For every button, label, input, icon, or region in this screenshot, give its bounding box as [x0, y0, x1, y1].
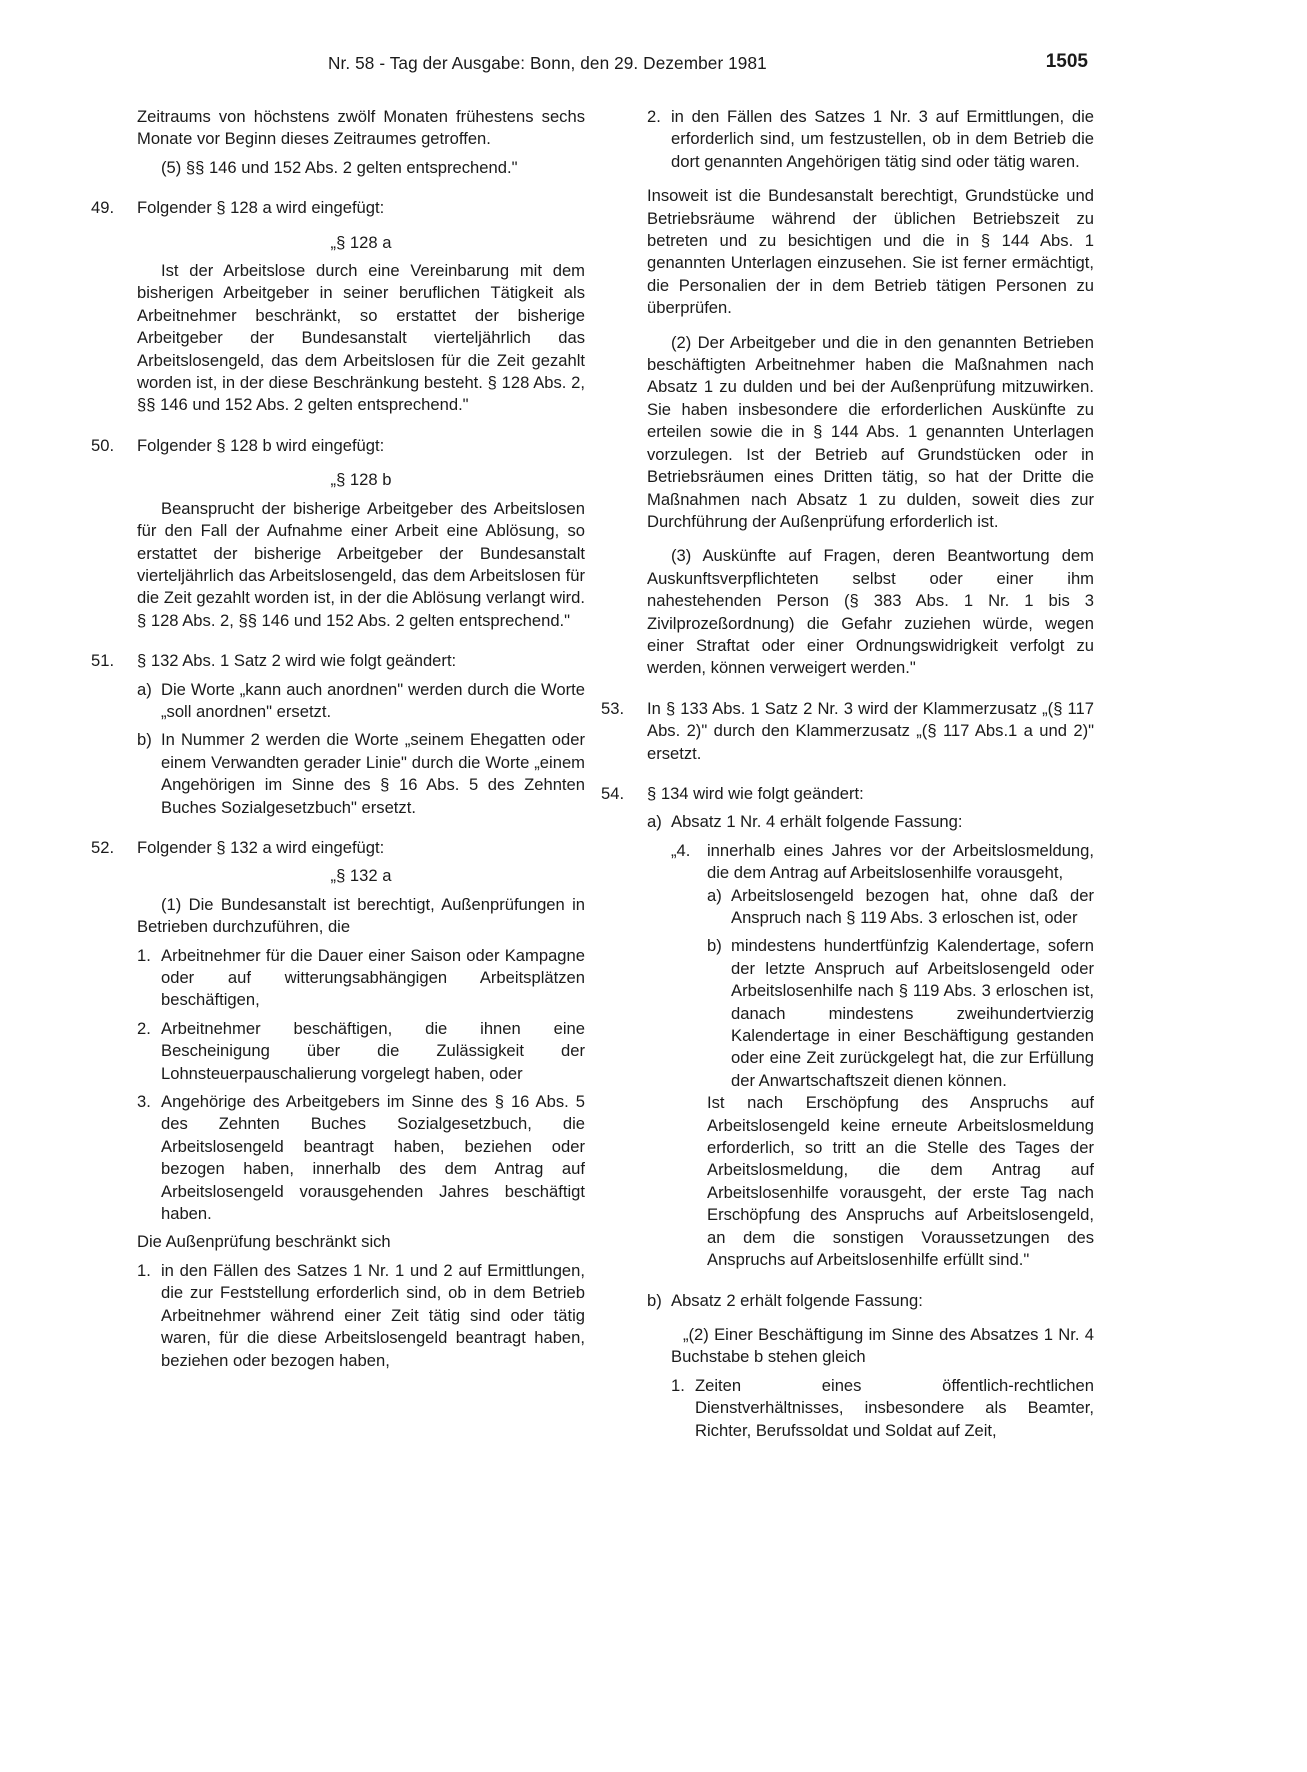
amendment-51	[91, 650, 585, 819]
item-text: § 132 Abs. 1 Satz 2 wird wie folgt geändert:	[137, 651, 457, 671]
amendment-52	[91, 837, 585, 1372]
item-label: 1.	[671, 1375, 685, 1395]
page-number: 1505	[1045, 51, 1088, 72]
section-text: Ist der Arbeitslose durch eine Vereinbarung mit dem bisherigen Arbeitgeber in seiner beruflichen Tätigkeit als Arbeitnehmer beschränkt, so erstattet der bisherige Arbeitgeber der Bundesanstalt vierteljährlich das Arbeitslosengeld, das dem Arbeitslosen für die Zeit gezahlt worden ist, in der diese Beschränkung besteht. § 128 Abs. 2, §§ 146 und 152 Abs. 2 gelten entsprechend."	[137, 261, 585, 415]
item-label: b)	[707, 936, 722, 956]
sub-text: Die Worte „kann auch anordnen" werden durch die Worte „soll anordnen" ersetzt.	[161, 679, 585, 721]
section-paragraph-1: (1) Die Bundesanstalt ist berechtigt, Außenprüfungen in Betrieben durchzuführen, die	[137, 894, 585, 937]
amendment-50	[91, 435, 585, 632]
item-label: 1.	[137, 1260, 151, 1280]
item-label: 2.	[137, 1018, 151, 1038]
item-body: Arbeitslosengeld bezogen hat, ohne daß der Anspruch nach § 119 Abs. 3 erloschen ist, oder	[731, 885, 1094, 927]
sub-text: In Nummer 2 werden die Worte „seinem Ehegatten oder einem Verwandten gerader Linie" durch die Worte „einem Angehörigen im Sinne des § 16 Abs. 5 des Zehnten Buches Sozialgesetzbuch" ersetzt.	[161, 730, 585, 817]
item-body: Angehörige des Arbeitgebers im Sinne des § 16 Abs. 5 des Zehnten Buches Sozialgesetzbuch, die Arbeitslosengeld beantragt haben, beziehen oder bezogen haben, innerhalb des dem Antrag auf Arbeitslosengeld vorausgehenden Jahres beschäftigt haben.	[161, 1092, 585, 1224]
item-body: innerhalb eines Jahres vor der Arbeitslosmeldung, die dem Antrag auf Arbeitslosenhilfe vorausgeht,	[707, 840, 1094, 883]
item-number: 52.	[91, 837, 115, 857]
sub-label: a)	[647, 812, 662, 832]
item-body: Zeiten eines öffentlich-rechtlichen Dienstverhältnisses, insbesondere als Beamter, Richter, Berufssoldat und Soldat auf Zeit,	[695, 1375, 1094, 1440]
paragraph-5: (5) §§ 146 und 152 Abs. 2 gelten entsprechend."	[161, 157, 518, 177]
left-column	[91, 106, 585, 1372]
amendment-54	[601, 783, 1094, 1442]
item-label: 3.	[137, 1092, 151, 1112]
limitation-intro: Die Außenprüfung beschränkt sich	[137, 1232, 391, 1252]
right-column	[601, 106, 1094, 1442]
item-body: in den Fällen des Satzes 1 Nr. 3 auf Ermittlungen, die erforderlich sind, um festzustellen, ob in dem Betrieb die dort genannten Angehörigen tätig sind oder tätig waren.	[671, 107, 1094, 171]
limitation-item-1	[137, 1260, 585, 1372]
item-body: Arbeitnehmer für die Dauer einer Saison oder Kampagne oder auf witterungsabhängigen Arbeitsplätzen beschäftigen,	[161, 945, 585, 1010]
absatz-2-item-1	[671, 1375, 1094, 1442]
numbered-item-2	[137, 1018, 585, 1085]
item-body: Arbeitnehmer beschäftigen, die ihnen eine Bescheinigung über die Zulässigkeit der Lohnsteuerpauschalierung vorgelegt haben, oder	[161, 1018, 585, 1083]
item-body: mindestens hundertfünfzig Kalendertage, sofern der letzte Anspruch auf Arbeitslosengeld oder Arbeitslosenhilfe nach § 119 Abs. 3 erloschen ist, danach mindestens zweihundertvierzig Kalendertage in einer Beschäftigung gestanden oder eine Zeit zurückgelegt hat, die zur Erfüllung der Anwartschaftszeit dienen können.	[731, 936, 1094, 1090]
quoted-item	[671, 840, 1094, 885]
item-number: 53.	[601, 698, 625, 718]
sub-label: b)	[137, 730, 152, 750]
item-body: in den Fällen des Satzes 1 Nr. 1 und 2 auf Ermittlungen, die zur Feststellung erforderlich sind, ob in dem Betrieb Arbeitnehmer während einer Zeit tätig sind oder tätig waren, für die diese Arbeitslosengeld beantragt haben, beziehen oder bezogen haben,	[161, 1260, 585, 1370]
paragraph-3: (3) Auskünfte auf Fragen, deren Beantwortung dem Auskunftsverpflichteten selbst oder einer ihm nahestehenden Person (§ 383 Abs. 1 Nr. 1 bis 3 Zivilprozeßordnung) die Gefahr zuziehen würde, wegen einer Straftat oder einer Ordnungswidrigkeit verfolgt zu werden, können verweigert werden."	[647, 546, 1094, 678]
item-number: 49.	[91, 198, 115, 218]
quoted-sub-a	[707, 885, 1094, 930]
limitation-item-2	[647, 106, 1094, 173]
amendment-49	[91, 197, 585, 417]
running-header	[0, 52, 1307, 76]
section-text: Beansprucht der bisherige Arbeitgeber des Arbeitslosen für den Fall der Aufnahme einer Arbeit eine Ablösung, so erstattet der bisherige Arbeitgeber der Bundesanstalt vierteljährlich das Arbeitslosengeld, das dem Arbeitslosen für die Zeit gezahlt worden ist, in der die Ablösung verlangt wird. § 128 Abs. 2, §§ 146 und 152 Abs. 2 gelten entsprechend."	[137, 498, 585, 630]
sub-item-b	[137, 729, 585, 819]
running-head: Nr. 58 - Tag der Ausgabe: Bonn, den 29. Dezember 1981	[328, 53, 767, 73]
sub-label: b)	[647, 1290, 662, 1310]
item-label: „4.	[671, 840, 691, 860]
item-text: Folgender § 128 b wird eingefügt:	[137, 435, 385, 455]
item-label: 1.	[137, 945, 151, 965]
sub-item-a	[137, 679, 585, 724]
item-text: Folgender § 128 a wird eingefügt:	[137, 198, 385, 218]
item-number: 54.	[601, 783, 625, 803]
paragraph-2: (2) Der Arbeitgeber und die in den genannten Betrieben beschäftigten Arbeitnehmer haben die Maßnahmen nach Absatz 1 zu dulden und bei der Außenprüfung mitzuwirken. Sie haben insbesondere die erforderlichen Auskünfte zu erteilen sowie die in § 144 Abs. 1 genannten Unterlagen vorzulegen. Ist der Betrieb auf Grundstücken oder in Betriebsräumen eines Dritten tätig, so hat der Dritte die Maßnahmen nach Absatz 1 zu dulden, soweit dies zur Durchführung der Außenprüfung erforderlich ist.	[647, 332, 1094, 531]
section-title: „§ 128 a	[330, 232, 392, 252]
section-title: „§ 132 a	[330, 866, 392, 886]
numbered-item-1	[137, 945, 585, 1012]
quoted-tail: Ist nach Erschöpfung des Anspruchs auf Arbeitslosengeld keine erneute Arbeitslosmeldung erforderlich, so tritt an die Stelle des Tages der Arbeitslosmeldung, die dem Antrag auf Arbeitslosenhilfe vorausgeht, der erste Tag nach Erschöpfung des Anspruchs auf Arbeitslosengeld, an dem die sonstigen Voraussetzungen des Anspruchs auf Arbeitslosenhilfe erfüllt sind."	[707, 1093, 1094, 1270]
insoweit-paragraph: Insoweit ist die Bundesanstalt berechtigt, Grundstücke und Betriebsräume während der üblichen Betriebszeit zu betreten und zu besichtigen und die in § 144 Abs. 1 genannten Unterlagen einzusehen. Sie ist ferner ermächtigt, die Personalien der in dem Betrieb tätigen Personen zu überprüfen.	[647, 186, 1094, 318]
item-label: 2.	[647, 107, 661, 126]
item-text: Folgender § 132 a wird eingefügt:	[137, 837, 385, 857]
quoted-sub-b	[707, 935, 1094, 1092]
sub-item-b	[647, 1290, 1094, 1312]
quoted-number-4	[671, 840, 1094, 1272]
sub-text: Absatz 2 erhält folgende Fassung:	[671, 1290, 923, 1310]
section-title: „§ 128 b	[330, 470, 392, 490]
item-label: a)	[707, 885, 722, 905]
item-number: 51.	[91, 651, 115, 671]
item-text: In § 133 Abs. 1 Satz 2 Nr. 3 wird der Klammerzusatz „(§ 117 Abs. 2)" durch den Klammerzusatz „(§ 117 Abs.1 a und 2)" ersetzt.	[647, 698, 1094, 763]
amendment-53	[601, 698, 1094, 765]
absatz-2-text: „(2) Einer Beschäftigung im Sinne des Absatzes 1 Nr. 4 Buchstabe b stehen gleich	[671, 1324, 1094, 1367]
continued-text: Zeitraums von höchstens zwölf Monaten frühestens sechs Monate vor Beginn dieses Zeitraumes getroffen.	[137, 107, 585, 149]
sub-text: Absatz 1 Nr. 4 erhält folgende Fassung:	[671, 812, 963, 832]
numbered-item-3	[137, 1091, 585, 1225]
item-number: 50.	[91, 435, 115, 455]
sub-item-a	[647, 811, 1094, 833]
item-text: § 134 wird wie folgt geändert:	[647, 783, 864, 803]
sub-label: a)	[137, 679, 152, 699]
